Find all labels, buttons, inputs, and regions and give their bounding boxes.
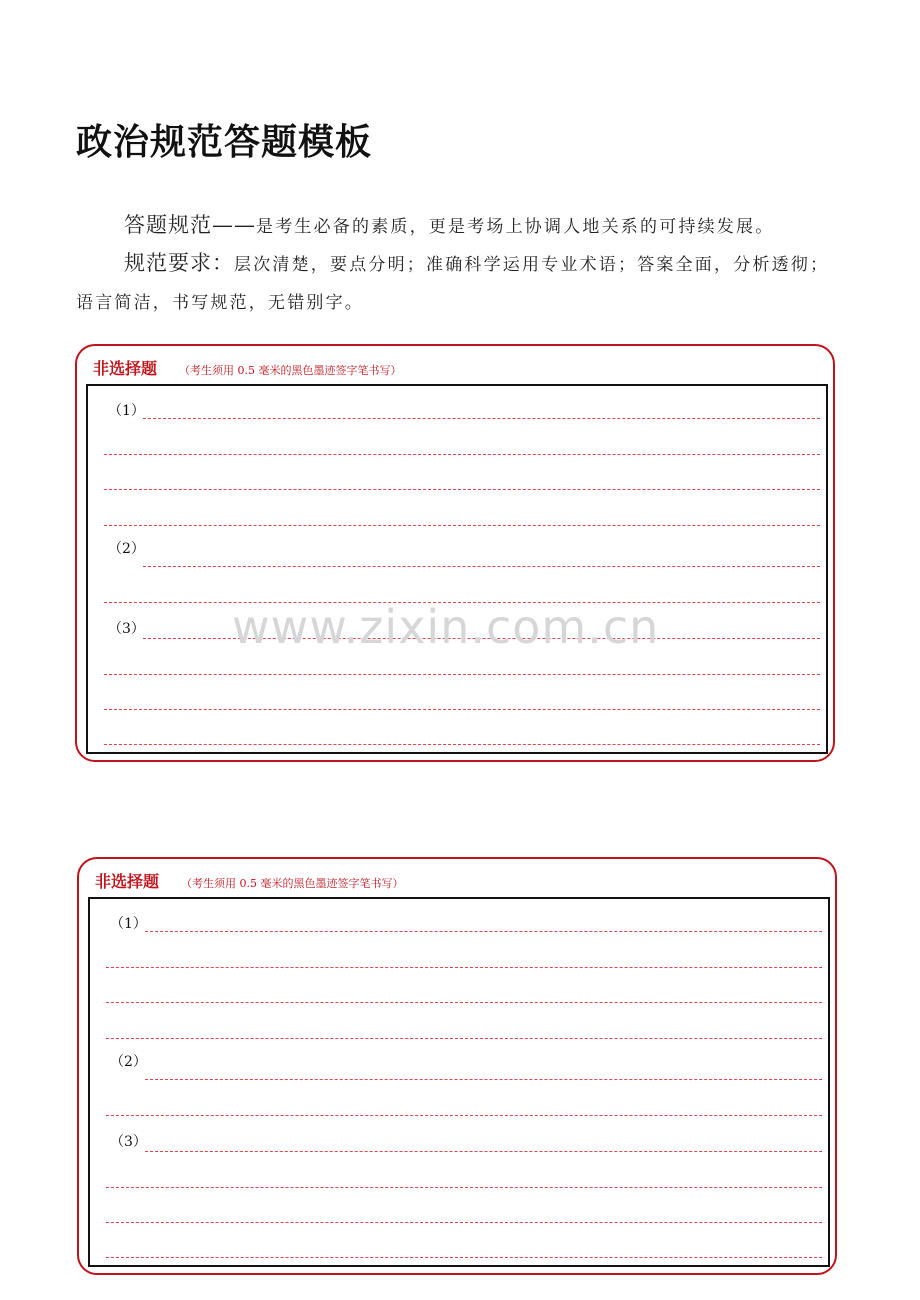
writing-line[interactable] bbox=[145, 1151, 822, 1152]
writing-line[interactable] bbox=[106, 967, 822, 968]
writing-line[interactable] bbox=[106, 1002, 822, 1003]
writing-line[interactable] bbox=[106, 1038, 822, 1039]
card-title: 非选择题 bbox=[93, 359, 158, 378]
writing-line[interactable] bbox=[143, 566, 820, 567]
writing-line[interactable] bbox=[104, 674, 820, 675]
card-header bbox=[95, 869, 404, 892]
writing-line[interactable] bbox=[104, 489, 820, 490]
question-label-1: （1） bbox=[110, 916, 147, 932]
intro-text: 是考生必备的素质，更是考场上协调人地关系的可持续发展。 bbox=[256, 217, 775, 237]
requirements-text: 层次清楚，要点分明；准确科学运用专业术语；答案全面，分析透彻；语言简洁，书写规范，无错别字。 bbox=[76, 255, 830, 313]
question-label-2: （2） bbox=[110, 1054, 147, 1070]
watermark: www.zixin.com.cn bbox=[232, 600, 660, 654]
writing-line[interactable] bbox=[106, 1257, 822, 1258]
intro-paragraph bbox=[76, 206, 846, 246]
document-title: 政治规范答题模板 bbox=[76, 122, 373, 163]
writing-line[interactable] bbox=[145, 931, 822, 932]
writing-line[interactable] bbox=[106, 1222, 822, 1223]
answer-area[interactable] bbox=[86, 384, 828, 754]
answer-area[interactable] bbox=[88, 897, 830, 1267]
writing-line[interactable] bbox=[104, 744, 820, 745]
question-label-2: （2） bbox=[108, 541, 145, 557]
requirements-paragraph bbox=[76, 244, 846, 322]
writing-line[interactable] bbox=[104, 454, 820, 455]
writing-line[interactable] bbox=[104, 709, 820, 710]
answer-card bbox=[77, 857, 837, 1275]
writing-line[interactable] bbox=[106, 1187, 822, 1188]
answer-card bbox=[75, 344, 835, 762]
requirements-lead: 规范要求： bbox=[124, 251, 234, 275]
question-label-3: （3） bbox=[108, 621, 145, 637]
question-label-1: （1） bbox=[108, 403, 145, 419]
writing-line[interactable] bbox=[145, 1079, 822, 1080]
question-label-3: （3） bbox=[110, 1134, 147, 1150]
card-header bbox=[93, 356, 402, 379]
writing-line[interactable] bbox=[143, 418, 820, 419]
card-title: 非选择题 bbox=[95, 872, 160, 891]
intro-lead: 答题规范—— bbox=[124, 213, 256, 237]
writing-line[interactable] bbox=[106, 1115, 822, 1116]
card-instruction: （考生须用 0.5 毫米的黑色墨迹签字笔书写） bbox=[181, 877, 404, 890]
card-instruction: （考生须用 0.5 毫米的黑色墨迹签字笔书写） bbox=[179, 364, 402, 377]
writing-line[interactable] bbox=[104, 525, 820, 526]
